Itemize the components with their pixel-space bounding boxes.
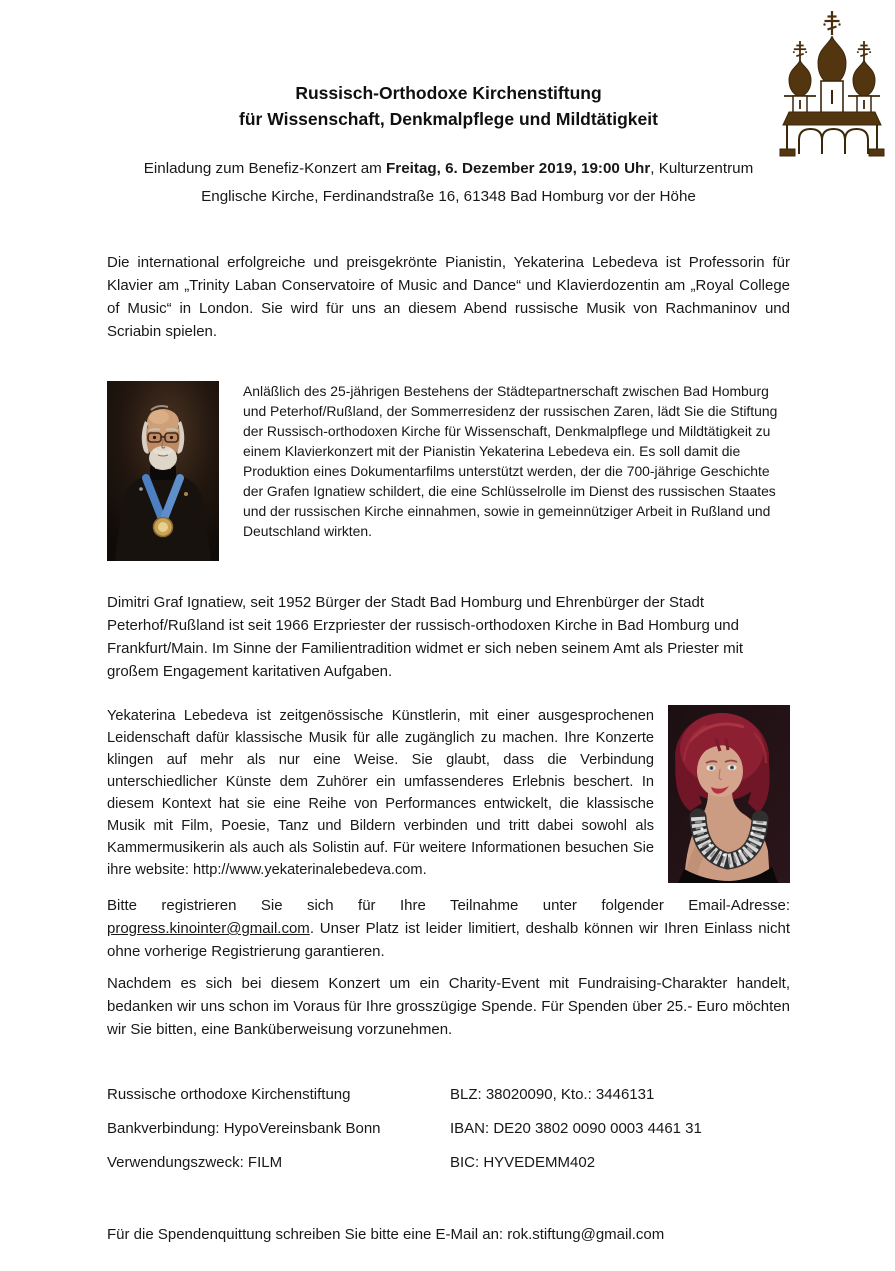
section-yekaterina [107,705,790,883]
portrait-pianist-red-hair-photo [668,705,790,883]
title-line-1: Russisch-Orthodoxe Kirchenstiftung [295,83,602,103]
bank-details [107,1085,790,1173]
footer-text: Für die Spendenquittung schreiben Sie bitte eine E-Mail an: [107,1226,508,1243]
bank-row-2 [107,1119,790,1139]
bank-connection: Bankverbindung: HypoVereinsbank Bonn [107,1120,381,1137]
bank-iban: IBAN: DE20 3802 0090 0003 4461 31 [450,1120,702,1137]
registration-text: Bitte registrieren Sie sich für Ihre Teilnahme unter folgender Email-Adresse: [107,897,790,914]
title-line-2: für Wissenschaft, Denkmalpflege und Mildtätigkeit [239,109,658,129]
document-title [107,80,790,132]
registration-text-end: . Unser Platz ist leider limitiert, deshalb können wir Ihren Einlass nicht ohne vorherige Registrierung garantieren. [107,920,790,960]
bank-purpose: Verwendungszweck: FILM [107,1154,283,1171]
paragraph-dimitri-ignatiew: Dimitri Graf Ignatiew, seit 1952 Bürger der Stadt Bad Homburg und Ehrenbürger der Stadt Peterhof/Rußland ist seit 1966 Erzpriester der russisch-orthodoxen Kirche in Bad Homburg und Frankfurt/Main. Im Sinne der Familientradition widmet er sich neben seinem Amt als Priester mit großem Engagement karitativen Aufgaben. [107,594,744,680]
donation-receipt-note [107,1225,790,1245]
bank-row-1 [107,1085,790,1105]
bank-blz-kto: BLZ: 38020090, Kto.: 3446131 [450,1086,655,1103]
paragraph-pianist-intro: Die international erfolgreiche und preisgekrönte Pianistin, Yekaterina Lebedeva ist Professorin für Klavier am „Trinity Laban Conservatoire of Music and Dance“ und Klavierdozentin am „Royal College of Music“ in London. Sie wird für uns an diesem Abend russische Musik von Rachmaninov und Scriabin spielen. [107,254,790,340]
invitation-block [107,155,790,211]
paragraph-anniversary: Anläßlich des 25-jährigen Bestehens der Städtepartnerschaft zwischen Bad Homburg und Peterhof/Rußland, der Sommerresidenz der russischen Zaren, lädt Sie die Stiftung der Russisch-orthodoxen Kirche für Wissenschaft, Denkmalpflege und Mildtätigkeit zu einem Klavierkonzert mit der Pianistin Yekaterina Lebedeva ein. Es soll damit die Produktion eines Dokumentarfilms unterstützt werden, der die 700-jährige Geschichte der Grafen Ignatiew schildert, die eine Schlüsselrolle im Dienst des russischen Staates und der russischen Kirche einnahmen, sowie in gemeinnütziger Arbeit in Rußland und Deutschland wirkten. [243,383,778,539]
russian-orthodox-church-logo-icon [775,8,889,158]
invitation-text-post: , Kulturzentrum [650,160,754,177]
bank-foundation-name: Russische orthodoxe Kirchenstiftung [107,1086,351,1103]
paragraph-charity-donation: Nachdem es sich bei diesem Konzert um ein Charity-Event mit Fundraising-Charakter handelt, bedanken wir uns schon im Voraus für Ihre grosszügige Spende. Für Spenden über 25.- Euro möchten wir Sie bitten, eine Banküberweisung vorzunehmen. [107,975,790,1038]
registration-email-link[interactable]: progress.kinointer@gmail.com [107,920,310,937]
event-date-time: Freitag, 6. Dezember 2019, 19:00 Uhr [386,160,651,177]
yekaterina-text: Yekaterina Lebedeva ist zeitgenössische Künstlerin, mit einer ausgesprochenen Leidenschaft dafür klassische Musik für alle zugänglich zu machen. Ihre Konzerte klingen auf mehr als nur eine Weise. Sie glaubt, dass die Verbindung unterschiedlicher Künste dem Zuhörer ein umfassenderes Erlebnis beschert. In diesem Kontext hat sie eine Reihe von Performances entwickelt, die klassische Musik mit Film, Poesie, Tanz und Bildern verbinden und tritt dabei sowohl als Kammermusikerin als auch als Solistin auf. Für weitere Informationen besuchen Sie ihre website: [107,708,654,878]
bank-row-3 [107,1153,790,1173]
invitation-line-2: Englische Kirche, Ferdinandstraße 16, 61348 Bad Homburg vor der Höhe [201,188,696,205]
invitation-text-pre: Einladung zum Benefiz-Konzert am [143,160,387,177]
paragraph-registration [107,894,790,963]
section-anniversary [107,381,790,561]
footer-email-text: rok.stiftung@gmail.com [507,1226,665,1243]
invitation-line-1 [107,155,790,183]
portrait-priest-with-medal-photo [107,381,219,561]
yekaterina-text-end: . [422,862,427,878]
artist-website-url: http://www.yekaterinalebedeva.com [192,862,423,878]
bank-bic: BIC: HYVEDEMM402 [450,1154,596,1171]
paragraph-yekaterina [107,705,654,881]
